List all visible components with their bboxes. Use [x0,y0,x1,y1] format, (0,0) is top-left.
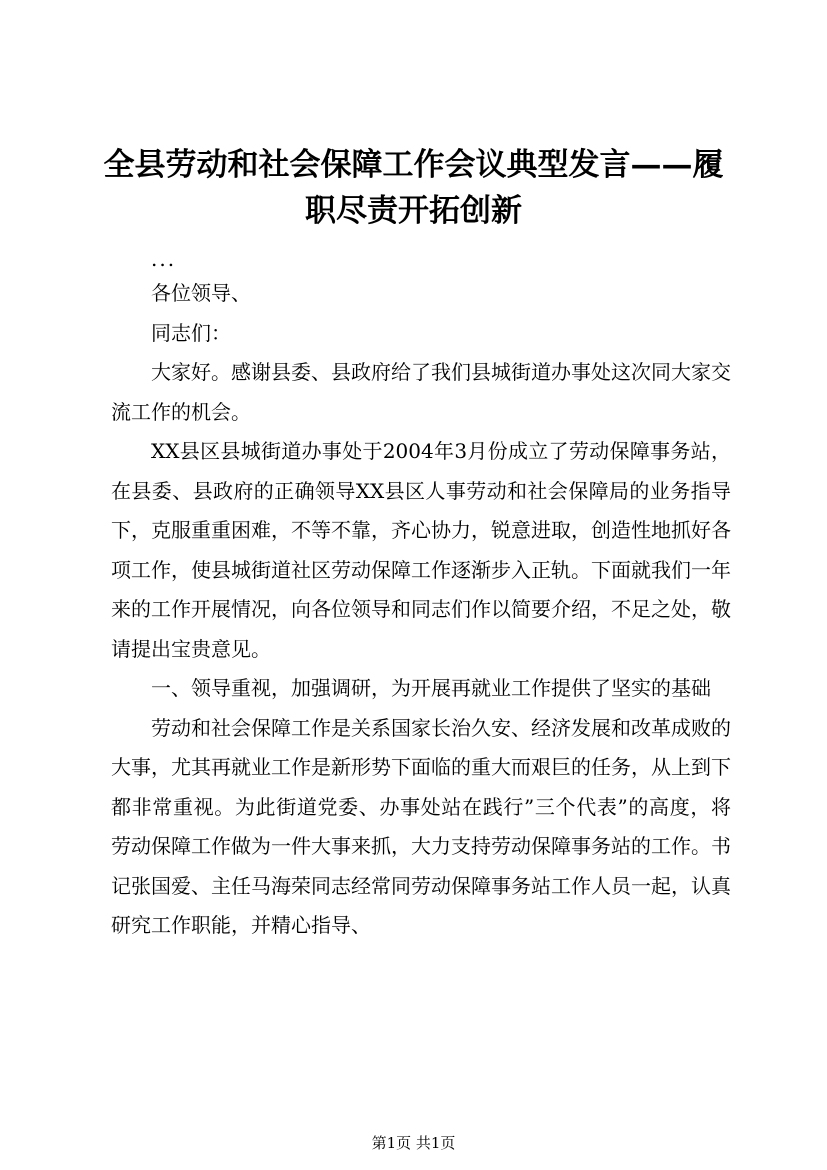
document-title: 全县劳动和社会保障工作会议典型发言——履职尽责开拓创新 [103,147,724,229]
page-footer: 第1页 共1页 [371,1134,456,1152]
salutation-comrades: 同志们： [151,320,231,345]
paragraph-introduction: XX县区县城街道办事处于2004年3月份成立了劳动保障事务站，在县委、县政府的正确领导XX县区人事劳动和社会保障局的业务指导下，克服重重困难，不等不靠，齐心协力，锐意进取，创造性地抓好各项工作，使县城街道社区劳动保障工作逐渐步入正轨。下面就我们一年来的工作开展情况，向各位领导和同志们作以简要介绍，不足之处，敬请提出宝贵意见。 [111,439,731,661]
ellipsis-line: ... [151,247,177,271]
paragraph-section-1: 劳动和社会保障工作是关系国家长治久安、经济发展和改革成败的大事，尤其再就业工作是新形势下面临的重大而艰巨的任务，从上到下都非常重视。为此街道党委、办事处站在践行”三个代表”的高度，将劳动保障工作做为一件大事来抓，大力支持劳动保障事务站的工作。书记张国爱、主任马海荣同志经常同劳动保障事务站工作人员一起，认真研究工作职能，并精心指导、 [111,715,731,937]
paragraph-greeting: 大家好。感谢县委、县政府给了我们县城街道办事处这次同大家交流工作的机会。 [111,360,731,424]
section-heading-1: 一、领导重视，加强调研，为开展再就业工作提供了坚实的基础 [151,676,711,700]
salutation-leaders: 各位领导、 [151,281,251,305]
document-body [111,244,731,946]
